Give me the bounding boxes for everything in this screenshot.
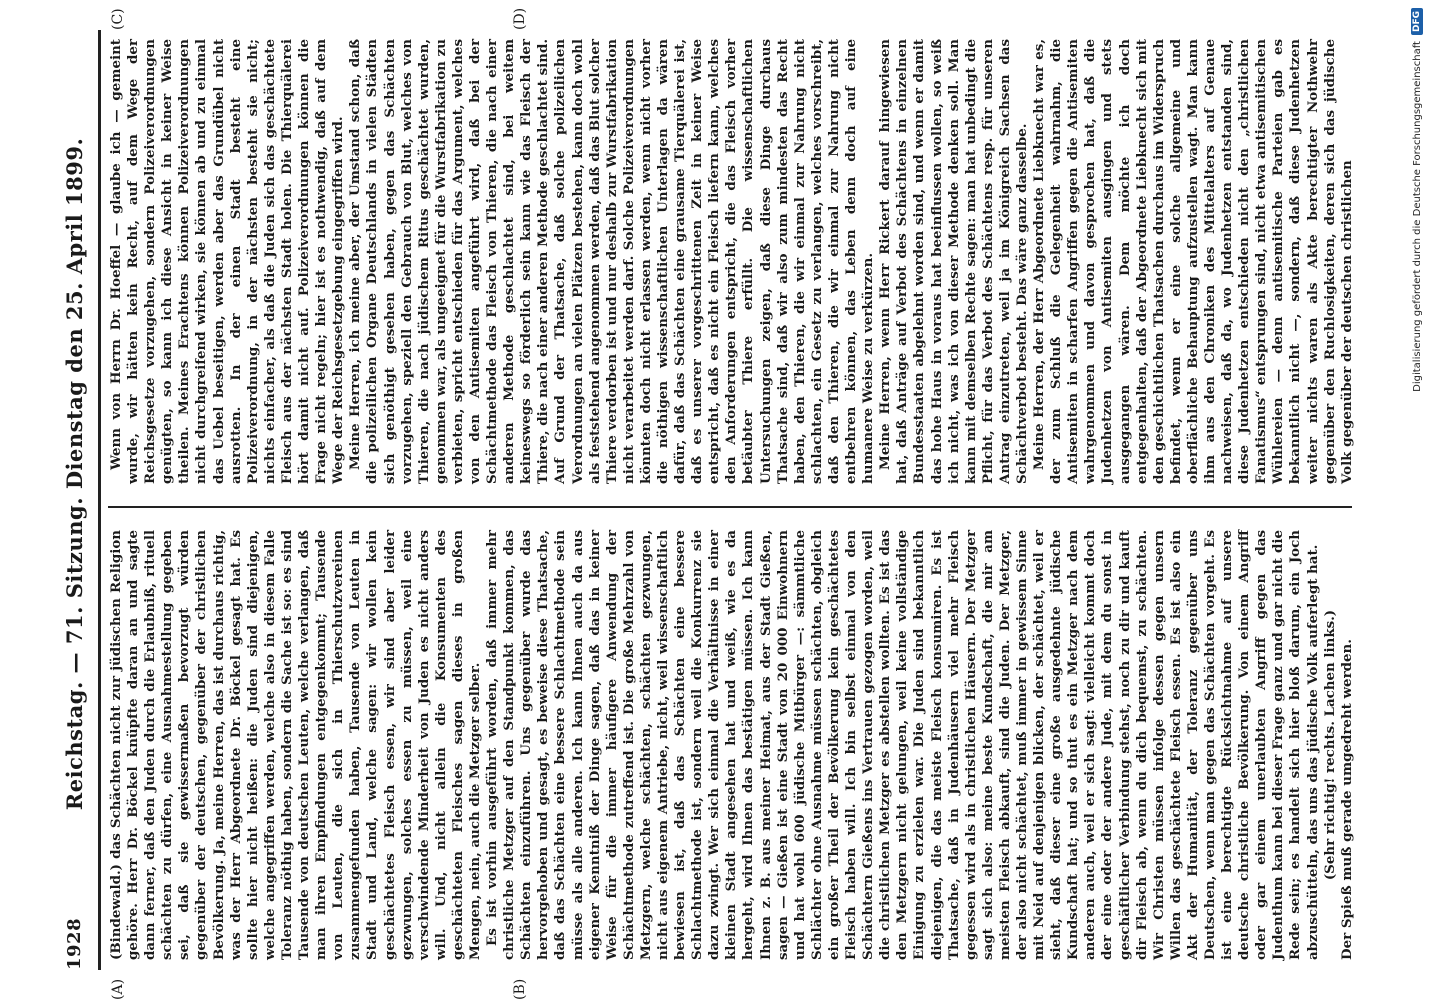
page-number: 1928 [63, 917, 85, 970]
digitization-watermark [1406, 0, 1428, 1000]
paragraph: Meine Herren, wenn Herr Rickert darauf hingewiesen hat, daß Anträge auf Verbot des Schächtens in einzelnen Bundesstaaten abgelehnt worden sind, und wenn er damit das hohe Haus in voraus hat beeinflussen wollen, so weiß ich nicht, was ich von dieser Methode denken soll. Man kann mit demselben Rechte sagen: man hat unbedingt die Pflicht, für das Verbot des Schächtens resp. für unseren Antrag einzutreten, weil ja im Königreich Sachsen das Schächtverbot besteht. Das wäre ganz dasselbe. [877, 39, 1030, 484]
paragraph: Es ist vorhin ausgeführt worden, daß immer mehr christliche Metzger auf den Standpunkt kommen, das Schächten einzuführen. Uns gegenüber wurde das hervorgehoben und gesagt, es beweise diese Thatsache, daß das Schächten eine bessere Schlachtmethode sein müsse als alle anderen. Ich kann Ihnen auch da aus eigener Kenntniß der Dinge sagen, daß das in keiner Weise für die immer häufigere Anwendung der Schächtmethode zutreffend ist. Die große Mehrzahl von Metzgern, welche schächten, schächten gezwungen, nicht aus eigenem Antriebe, nicht, weil wissenschaftlich bewiesen ist, daß das Schächten eine bessere Schlachtmethode ist, sondern weil die Konkurrenz sie dazu zwingt. Wer sich einmal die Verhältnisse in einer kleinen Stadt angesehen hat und weiß, wie es da hergeht, wird Ihnen das bestätigen müssen. Ich kann Ihnen z. B. aus meiner Heimat, aus der Stadt Gießen, sagen — Gießen ist eine Stadt von 20 000 Einwohnern und hat wohl 600 jüdische Mitbürger —: sämmtliche Schlächter ohne Ausnahme müssen schächten, obgleich ein großer Theil der Bevölkerung kein geschächtetes Fleisch haben will. Ich bin selbst einmal von den Schächtern Gießens ins Vertrauen gezogen worden, weil die christlichen Metzger es abstellen wollten. Es ist das den Metzgern nicht gelungen, weil keine vollständige Einigung zu erzielen war. Die Juden sind bekanntlich diejenigen, die das meiste Fleisch konsumiren. Es ist Thatsache, daß in Judenhäusern viel mehr Fleisch gegessen wird als in christlichen Häusern. Der Metzger sagt sich also: meine beste Kundschaft, die mir am meisten Fleisch abkauft, sind die Juden. Der Metzger, der also nicht schächtet, muß immer in gewissem Sinne mit Neid auf denjenigen blicken, der schächtet, weil er sieht, daß dieser eine große ausgedehnte jüdische Kundschaft hat; und so thut es ein Metzger nach dem anderen auch, weil er sich sagt: vielleicht kommt doch der eine oder der andere Jude, mit dem du sonst in geschäftlicher Verbindung stehst, noch zu dir und kauft dir Fleisch ab, wenn du dich bequemst, zu schächten. Wir Christen müssen infolge dessen gegen unsern Willen das geschächtete Fleisch essen. Es ist also ein Akt der Humanität, der Toleranz gegenüber uns Deutschen, wenn man gegen das Schächten vorgeht. Es ist eine berechtigte Rücksichtnahme auf unsere deutsche christliche Bevölkerung. Von einem Angriff oder gar einem unerlaubten Angriff gegen das Judenthum kann bei dieser Frage ganz und gar nicht die Rede sein; es handelt sich hier bloß darum, ein Joch abzuschütteln, das uns das jüdische Volk auferlegt hat. [484, 530, 1321, 960]
right-column [108, 39, 1355, 484]
watermark-text: Digitalisierung gefördert durch die Deutsche Forschungsgemeinschaft [1411, 41, 1423, 392]
document-page [52, 7, 1355, 1000]
paragraph: Meine Herren, ich meine aber, der Umstand schon, daß die polizeilichen Organe Deutschlands in vielen Städten sich genöthigt gesehen haben, gegen das Schächten vorzugehen, speziell den Gebrauch von Blut, welches von Thieren, die nach jüdischem Ritus geschächtet wurden, genommen war, als ungeeignet für die Wurstfabrikation zu verbieten, spricht entschieden für das Argument, welches von den Antisemiten angeführt wird, daß bei der Schächtmethode das Fleisch von Thieren, die nach einer anderen Methode geschlachtet sind, bei weitem keineswegs so förderlich sein kann wie das Fleisch der Thiere, die nach einer anderen Methode geschlachtet sind. Auf Grund der Thatsache, daß solche polizeilichen Verordnungen an vielen Plätzen bestehen, kann doch wohl als feststehend angenommen werden, daß das Blut solcher Thiere verdorben ist und nur deshalb zur Wurstfabrikation nicht verarbeitet werden darf. Solche Polizeiverordnungen könnten doch nicht erlassen werden, wenn nicht vorher die nöthigen wissenschaftlichen Unterlagen da wären dafür, daß das Schächten eine grausame Tierquälerei ist, daß es unserer vorgeschrittenen Zeit in keiner Weise entspricht, daß es nicht ein Fleisch liefern kann, welches den Anforderungen entspricht, die das Fleisch vorher betäubter Thiere erfüllt. Die wissenschaftlichen Untersuchungen zeigen, daß diese Dinge durchaus Thatsache sind, daß wir also zum mindesten das Recht haben, den Thieren, die wir einmal zur Nahrung nicht schlachten, ein Gesetz zu verlangen, welches vorschreibt, daß den Thieren, die wir einmal zur Nahrung nicht entbehren können, das Leben denn doch auf eine humanere Weise zu verkürzen. [347, 39, 877, 484]
column-divider [108, 506, 1352, 508]
page-title: Reichstag. — 71. Sitzung. Dienstag den 25. April 1899. [61, 137, 87, 811]
marker-c: (C) [110, 8, 126, 30]
paragraph: Wenn von Herrn Dr. Hoeffel — glaube ich — gemeint wurde, wir hätten kein Recht, auf dem Wege der Reichsgesetze vorzugehen, sondern Polizeiverordnungen genügten, so kann ich diese Ansicht in keiner Weise theilen. Meines Erachtens können Polizeiverordnungen nicht durchgreifend wirken, sie können ab und zu einmal das Uebel beseitigen, werden aber das Grundübel nicht ausrotten. In der einen Stadt besteht eine Polizeiverordnung, in der nächsten besteht sie nicht; nichts einfacher, als daß die Juden sich das geschächtete Fleisch aus der nächsten Stadt holen. Die Thierquälerei hört damit nicht auf. Polizeiverordnungen können die Frage nicht regeln; hier ist es nothwendig, daß auf dem Wege der Reichsgesetzgebung eingegriffen wird. [108, 39, 347, 484]
marker-b: (B) [512, 978, 528, 1000]
paragraph: (Bindewald.) das Schächten nicht zur jüdischen Religion gehöre. Herr Dr. Böckel knüpfte daran an und sagte dann ferner, daß den Juden durch die Erlaubniß, rituell schächten zu dürfen, eine Ausnahmestellung gegeben sei, daß sie gewissermaßen bevorzugt würden gegenüber der deutschen, gegenüber der christlichen Bevölkerung. Ja, meine Herren, das ist durchaus richtig, was der Herr Abgeordnete Dr. Böckel gesagt hat. Es sollte hier nicht heißen: die Juden sind diejenigen, welche angegriffen werden, welche also in diesem Falle Toleranz nöthig haben, sondern die Sache ist so: es sind Tausende von deutschen Leuten, welche verlangen, daß man ihren Empfindungen entgegenkommt; Tausende von Leuten, die sich in Thierschutzvereinen zusammengefunden haben, Tausende von Leuten in Stadt und Land, welche sagen: wir wollen kein geschächtetes Fleisch essen, wir sind aber leider gezwungen, solches essen zu müssen, weil eine verschwindende Minderheit von Juden es nicht anders will. Und, nicht allein die Konsumenten des geschächteten Fleisches sagen dieses in großen Mengen, nein, auch die Metzger selber. [108, 530, 483, 960]
page-header [52, 30, 96, 970]
marker-a: (A) [110, 978, 126, 1000]
paragraph: Meine Herren, der Herr Abgeordnete Liebknecht war es, der zum Schluß die Gelegenheit wahrnahm, die Antisemiten in scharfen Angriffen gegen die Antisemiten wahrgenommen und davon gesprochen hat, daß die Judenhetzen von Antisemiten ausgingen und stets ausgegangen wären. Dem möchte ich doch entgegenhalten, daß der Abgeordnete Liebknecht sich mit den geschichtlichen Thatsachen durchaus im Widerspruch befindet, wenn er eine solche allgemeine und oberflächliche Behauptung aufzustellen wagt. Man kann ihm aus den Chroniken des Mittelalters auf Genaue nachweisen, daß da, wo Judenhetzen entstanden sind, diese Judenhetzen entschieden nicht den „christlichen Fanatismus“ entsprungen sind, nicht etwa antisemitischen Wühlereien — denn antisemitische Parteien gab es bekanntlich nicht —, sondern, daß diese Judenhetzen weiter nichts waren als Akte berechtigter Nothwehr gegenüber den Ruchlosigkeiten, deren sich das jüdische Volk gegenüber der deutschen christlichen [1031, 39, 1355, 484]
paragraph: Der Spieß muß gerade umgedreht werden. [1338, 639, 1355, 960]
left-column [108, 530, 1355, 960]
dfg-logo: DFG [1411, 8, 1423, 35]
paragraph: (Sehr richtig! rechts. Lachen links.) [1321, 609, 1338, 881]
header-rule [98, 30, 101, 970]
speaker-name: (Bindewald.) [108, 863, 124, 960]
marker-d: (D) [512, 7, 528, 30]
